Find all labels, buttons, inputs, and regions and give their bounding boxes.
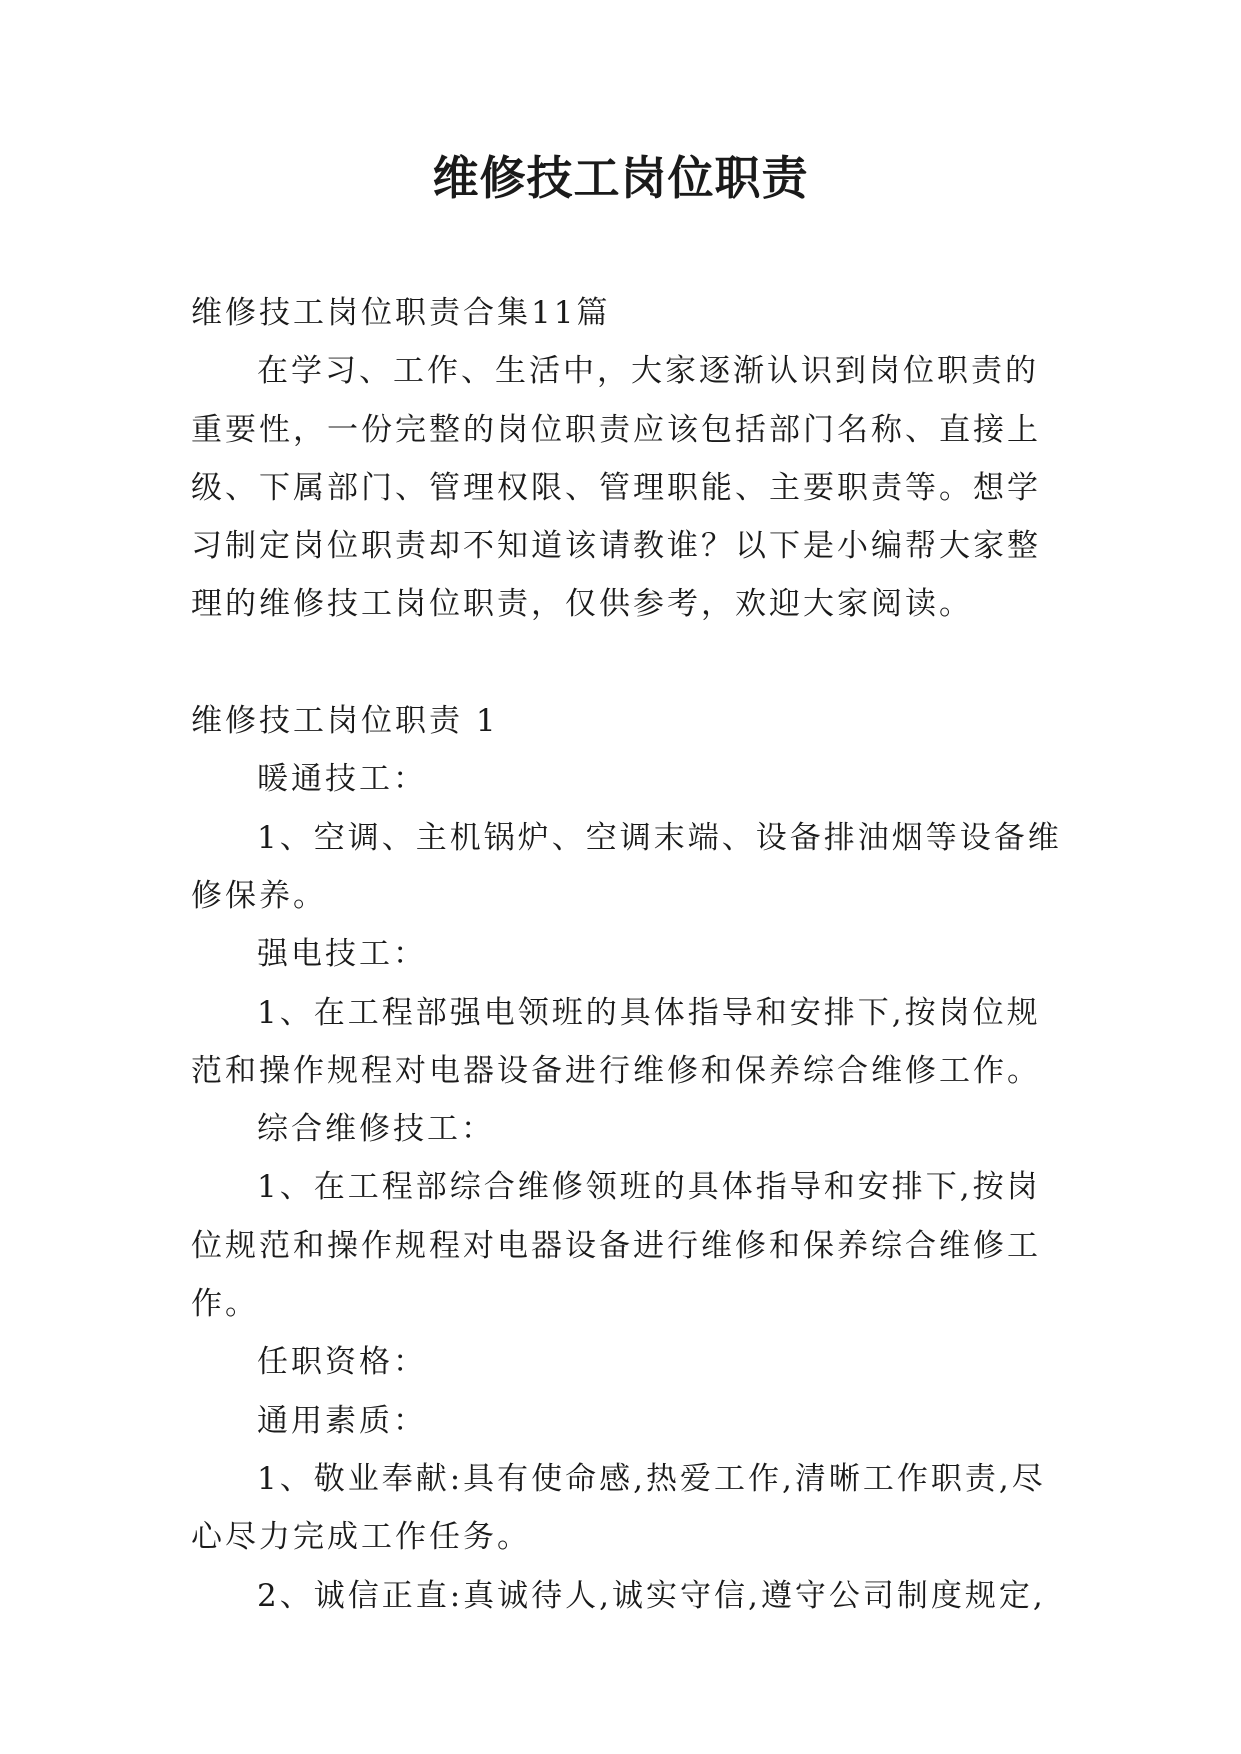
general-maintenance-duty-item: 1、在工程部综合维修领班的具体指导和安排下,按岗位规范和操作规程对电器设备进行维修和保养综合维修工作。 — [191, 1169, 1041, 1323]
document-body — [191, 284, 1071, 1625]
paragraph-spacer — [191, 634, 1071, 692]
general-maintenance-label: 综合维修技工： — [257, 1111, 495, 1148]
quality-item-integrity: 2、诚信正直:真诚待人,诚实守信,遵守公司制度规定, — [257, 1577, 1046, 1614]
quality-item-dedication: 1、敬业奉献:具有使命感,热爱工作,清晰工作职责,尽心尽力完成工作任务。 — [191, 1460, 1046, 1556]
general-quality-label: 通用素质： — [257, 1402, 427, 1439]
intro-paragraph: 在学习、工作、生活中，大家逐渐认识到岗位职责的重要性，一份完整的岗位职责应该包括部门名称、直接上级、下属部门、管理权限、管理职能、主要职责等。想学习制定岗位职责却不知道该请教谁？以下是小编帮大家整理的维修技工岗位职责，仅供参考，欢迎大家阅读。 — [191, 353, 1041, 623]
document-title: 维修技工岗位职责 — [432, 151, 809, 205]
hvac-duty-item: 1、空调、主机锅炉、空调末端、设备排油烟等设备维修保养。 — [191, 819, 1062, 914]
subtitle: 维修技工岗位职责合集11篇 — [191, 295, 611, 331]
electric-label: 强电技工： — [257, 936, 427, 973]
qualification-label: 任职资格： — [257, 1344, 427, 1381]
electric-duty-item: 1、在工程部强电领班的具体指导和安排下,按岗位规范和操作规程对电器设备进行维修和保养综合维修工作。 — [191, 994, 1041, 1089]
section-heading: 维修技工岗位职责 1 — [191, 703, 499, 740]
hvac-label: 暖通技工： — [257, 761, 427, 798]
